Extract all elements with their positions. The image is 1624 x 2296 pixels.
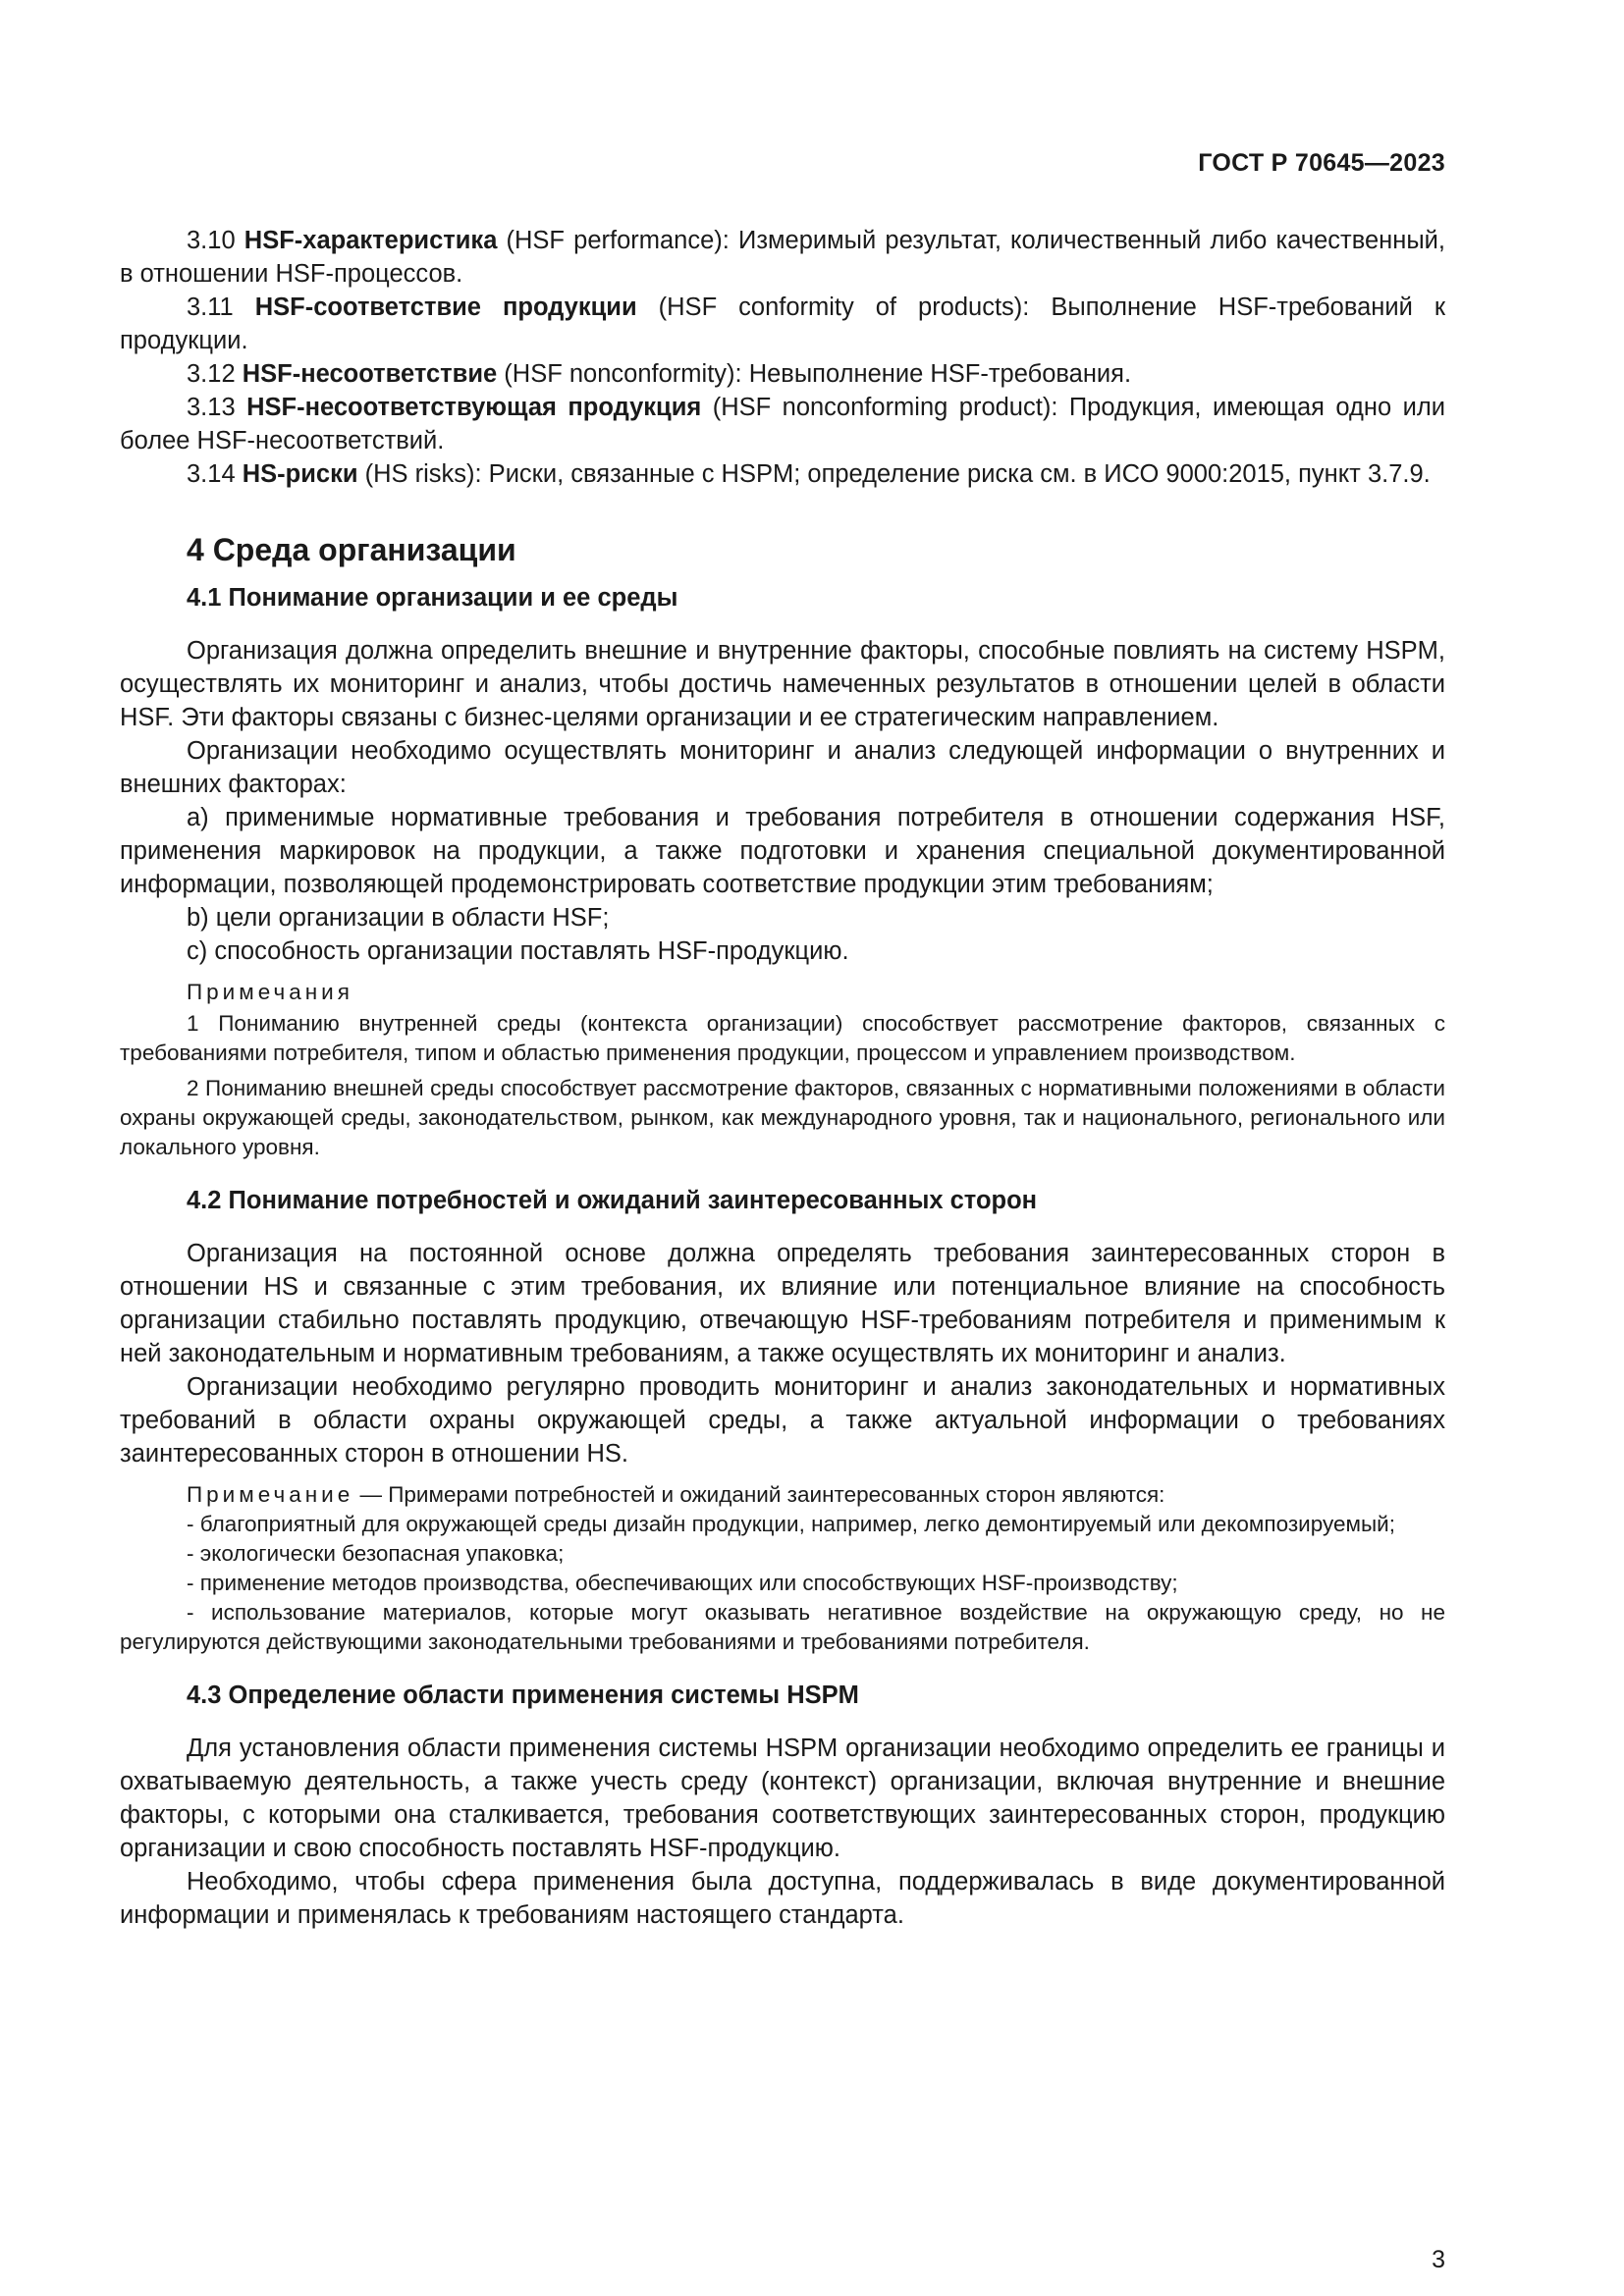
- subsection-4-1-heading: 4.1 Понимание организации и ее среды: [187, 584, 678, 612]
- definition-number: 3.13: [187, 394, 236, 421]
- definitions-list: [120, 224, 1445, 491]
- definition-3-14: [120, 457, 1445, 491]
- definition-term: HSF-несоответствие: [242, 360, 498, 388]
- section-4-heading: 4 Среда организации: [187, 532, 516, 567]
- note-bullet: - благоприятный для окружающей среды дизайн продукции, например, легко демонтируемый или декомпозируемый;: [187, 1512, 1395, 1536]
- definition-text: (HSF performance): Измеримый результат, количественный либо качественный, в отношении HSF-процессов.: [120, 227, 1445, 288]
- subsection-4-3-heading: 4.3 Определение области применения системы HSPM: [187, 1682, 859, 1709]
- list-item-b: b) цели организации в области HSF;: [187, 904, 610, 932]
- subsection-4-2-heading: 4.2 Понимание потребностей и ожиданий заинтересованных сторон: [187, 1187, 1038, 1214]
- list-item-c: c) способность организации поставлять HSF-продукцию.: [187, 937, 849, 965]
- notes-title: Примечания: [187, 980, 353, 1004]
- paragraph: Организации необходимо регулярно проводить мониторинг и анализ законодательных и нормативных требований в области охраны окружающей среды, а также актуальной информации о требованиях заинтересованных сторон в отношении HS.: [120, 1373, 1445, 1468]
- note-bullet: - применение методов производства, обеспечивающих или способствующих HSF-производству;: [187, 1571, 1178, 1595]
- definition-text: (HSF nonconforming product): Продукция, имеющая одно или более HSF-несоответствий.: [120, 394, 1446, 454]
- list-item-a: a) применимые нормативные требования и требования потребителя в отношении содержания HSF, применения маркировок на продукции, а также подготовки и хранения специальной документированной информации, позволяющей продемонстрировать соответствие продукции этим требованиям;: [120, 804, 1445, 898]
- note-bullet: - использование материалов, которые могут оказывать негативное воздействие на окружающую среду, но не регулируются действующими законодательными требованиями и требованиями потребителя.: [120, 1600, 1445, 1654]
- note-label: Примечание: [187, 1482, 354, 1507]
- definition-term: HS-риски: [242, 460, 358, 488]
- definition-number: 3.10: [187, 227, 236, 254]
- note-intro: [120, 1480, 1445, 1510]
- paragraph: Необходимо, чтобы сфера применения была доступна, поддерживалась в виде документированной информации и применялась к требованиям настоящего стандарта.: [120, 1868, 1445, 1929]
- definition-number: 3.11: [187, 294, 234, 321]
- paragraph: Для установления области применения системы HSPM организации необходимо определить ее границы и охватываемую деятельность, а также учесть среду (контекст) организации, включая внутренние и внешние факторы, с которыми она сталкивается, требования соответствующих заинтересованных сторон, продукцию организации и свою способность поставлять HSF-продукцию.: [120, 1735, 1445, 1862]
- definition-number: 3.14: [187, 460, 236, 488]
- definition-term: HSF-характеристика: [244, 227, 498, 254]
- definition-text: (HSF nonconformity): Невыполнение HSF-требования.: [497, 360, 1132, 388]
- note-2: 2 Пониманию внешней среды способствует рассмотрение факторов, связанных с нормативными положениями в области охраны окружающей среды, законодательством, рынком, как международного уровня, так и национального, регионального или локального уровня.: [120, 1076, 1445, 1159]
- definition-3-10: [120, 224, 1445, 291]
- note-bullet: - экологически безопасная упаковка;: [187, 1541, 565, 1566]
- definition-number: 3.12: [187, 360, 236, 388]
- paragraph: Организация должна определить внешние и внутренние факторы, способные повлиять на систему HSPM, осуществлять их мониторинг и анализ, чтобы достичь намеченных результатов в отношении целей в области HSF. Эти факторы связаны с бизнес-целями организации и ее стратегическим направлением.: [120, 637, 1445, 731]
- definition-3-11: [120, 291, 1445, 357]
- note-1: 1 Пониманию внутренней среды (контекста организации) способствует рассмотрение факторов, связанных с требованиями потребителя, типом и областью применения продукции, процессом и управлением производством.: [120, 1011, 1445, 1065]
- paragraph: Организация на постоянной основе должна определять требования заинтересованных сторон в отношении HS и связанные с этим требования, их влияние или потенциальное влияние на способность организации стабильно поставлять продукцию, отвечающую HSF-требованиям потребителя и применимым к ней законодательным и нормативным требованиям, а также осуществлять их мониторинг и анализ.: [120, 1240, 1445, 1367]
- page-content: [120, 224, 1445, 1932]
- definition-term: HSF-соответствие продукции: [254, 294, 637, 321]
- definition-term: HSF-несоответствующая продукция: [246, 394, 702, 421]
- definition-3-12: [120, 357, 1445, 391]
- note-text: — Примерами потребностей и ожиданий заинтересованных сторон являются:: [353, 1482, 1165, 1507]
- paragraph: Организации необходимо осуществлять мониторинг и анализ следующей информации о внутренних и внешних факторах:: [120, 737, 1445, 798]
- definition-text: (HSF conformity of products): Выполнение HSF-требований к продукции.: [120, 294, 1445, 354]
- page-number: 3: [1432, 2246, 1445, 2273]
- definition-text: (HS risks): Риски, связанные с HSPM; определение риска см. в ИСО 9000:2015, пункт 3.7.9.: [357, 460, 1431, 488]
- definition-3-13: [120, 391, 1445, 457]
- standard-header: ГОСТ Р 70645—2023: [1198, 149, 1445, 177]
